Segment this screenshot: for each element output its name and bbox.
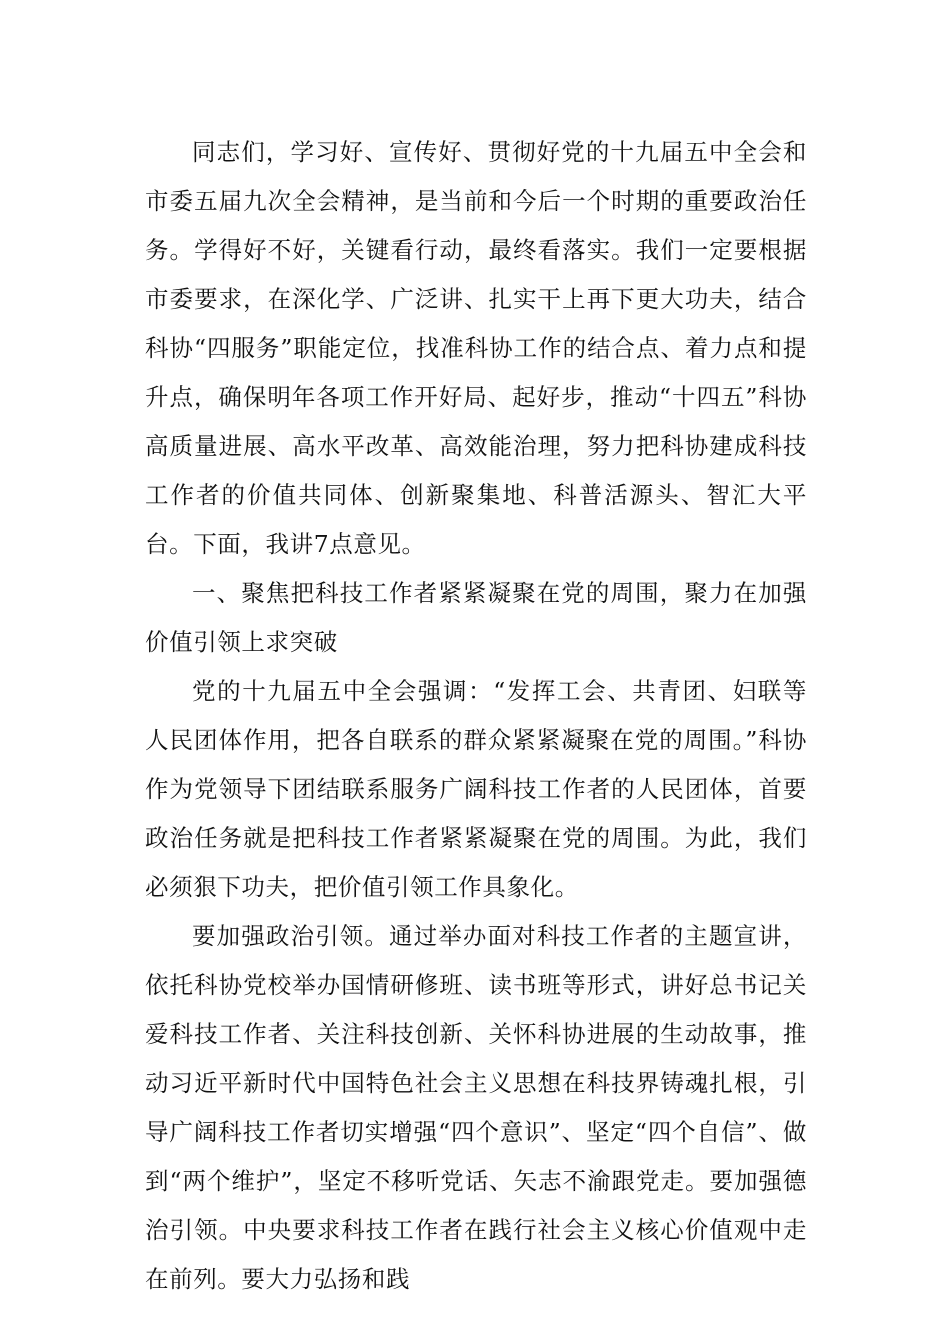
document-body — [145, 128, 807, 1304]
paragraph-guidance: 要加强政治引领。通过举办面对科技工作者的主题宣讲，依托科协党校举办国情研修班、读书班等形式，讲好总书记关爱科技工作者、关注科技创新、关怀科协进展的生动故事，推动习近平新时代中国特色社会主义思想在科技界铸魂扎根，引导广阔科技工作者切实增强“四个意识”、坚定“四个自信”、做到“两个维护”，坚定不移听党话、矢志不渝跟党走。要加强德治引领。中央要求科技工作者在践行社会主义核心价值观中走在前列。要大力弘扬和践 — [145, 922, 807, 1293]
paragraph-intro: 同志们，学习好、宣传好、贯彻好党的十九届五中全会和市委五届九次全会精神，是当前和今后一个时期的重要政治任务。学得好不好，关键看行动，最终看落实。我们一定要根据市委要求，在深化学、广泛讲、扎实干上再下更大功夫，结合科协“四服务”职能定位，找准科协工作的结合点、着力点和提升点，确保明年各项工作开好局、起好步，推动“十四五”科协高质量进展、高水平改革、高效能治理，努力把科协建成科技工作者的价值共同体、创新聚集地、科普活源头、智汇大平台。下面，我讲7点意见。 — [145, 138, 807, 558]
section-heading-1: 一、聚焦把科技工作者紧紧凝聚在党的周围，聚力在加强价值引领上求突破 — [145, 579, 807, 656]
paragraph-section-1-intro: 党的十九届五中全会强调：“发挥工会、共青团、妇联等人民团体作用，把各自联系的群众紧紧凝聚在党的周围。”科协作为党领导下团结联系服务广阔科技工作者的人民团体，首要政治任务就是把科技工作者紧紧凝聚在党的周围。为此，我们必须狠下功夫，把价值引领工作具象化。 — [145, 677, 807, 901]
